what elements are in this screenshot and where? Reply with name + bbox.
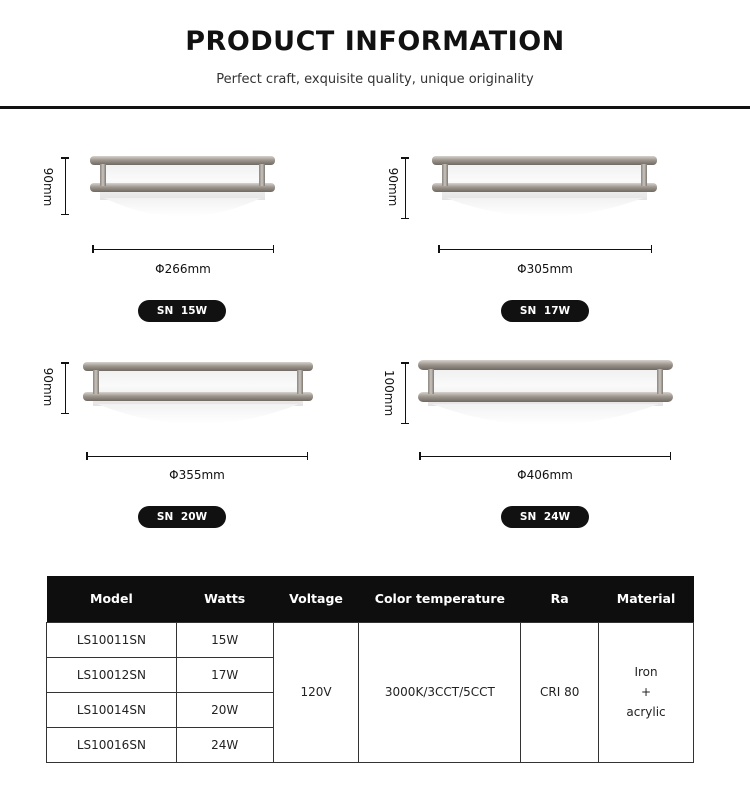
height-label: 90mm bbox=[386, 167, 400, 207]
diameter-dimension-line bbox=[419, 456, 671, 464]
height-dimension-line bbox=[65, 157, 73, 215]
diameter-label: Φ266mm bbox=[155, 262, 211, 276]
height-dimension-line bbox=[405, 157, 413, 219]
diameter-label: Φ305mm bbox=[517, 262, 573, 276]
ceiling-light-image bbox=[432, 150, 657, 230]
product-card-20w bbox=[40, 352, 360, 542]
header-material: Material bbox=[599, 576, 694, 622]
diameter-dimension-line bbox=[438, 249, 652, 257]
cell-color-temperature: 3000K/3CCT/5CCT bbox=[359, 622, 521, 762]
cell-model: LS10012SN bbox=[47, 657, 177, 692]
ceiling-light-image bbox=[418, 354, 673, 440]
product-card-15w bbox=[40, 145, 360, 335]
cell-voltage: 120V bbox=[273, 622, 359, 762]
table-header-row bbox=[47, 576, 694, 622]
cell-watts: 15W bbox=[176, 622, 273, 657]
diameter-label: Φ355mm bbox=[169, 468, 225, 482]
header-model: Model bbox=[47, 576, 177, 622]
model-badge: SN 24W bbox=[501, 506, 589, 528]
cell-watts: 24W bbox=[176, 727, 273, 762]
header-watts: Watts bbox=[176, 576, 273, 622]
model-badge: SN 17W bbox=[501, 300, 589, 322]
cell-watts: 17W bbox=[176, 657, 273, 692]
height-label: 100mm bbox=[382, 369, 396, 417]
height-label: 90mm bbox=[41, 167, 55, 207]
cell-watts: 20W bbox=[176, 692, 273, 727]
diameter-dimension-line bbox=[92, 249, 274, 257]
header-voltage: Voltage bbox=[273, 576, 359, 622]
cell-model: LS10011SN bbox=[47, 622, 177, 657]
cell-model: LS10014SN bbox=[47, 692, 177, 727]
page-subtitle: Perfect craft, exquisite quality, unique originality bbox=[216, 72, 534, 87]
ceiling-light-image bbox=[83, 356, 313, 438]
page-title: PRODUCT INFORMATION bbox=[185, 26, 565, 57]
height-dimension-line bbox=[65, 362, 73, 414]
cell-material bbox=[599, 622, 694, 762]
header-ra: Ra bbox=[521, 576, 599, 622]
product-card-24w bbox=[382, 352, 705, 542]
model-badge: SN 20W bbox=[138, 506, 226, 528]
material-line-1: Iron bbox=[634, 665, 658, 679]
cell-ra: CRI 80 bbox=[521, 622, 599, 762]
specification-table bbox=[46, 576, 694, 763]
ceiling-light-image bbox=[90, 150, 275, 230]
product-card-17w bbox=[385, 145, 705, 335]
height-dimension-line bbox=[405, 362, 413, 424]
material-line-2: + bbox=[641, 685, 652, 699]
material-line-3: acrylic bbox=[626, 705, 666, 719]
diameter-dimension-line bbox=[86, 456, 308, 464]
table-row bbox=[47, 622, 694, 657]
cell-model: LS10016SN bbox=[47, 727, 177, 762]
model-badge: SN 15W bbox=[138, 300, 226, 322]
diameter-label: Φ406mm bbox=[517, 468, 573, 482]
header-color-temperature: Color temperature bbox=[359, 576, 521, 622]
height-label: 90mm bbox=[41, 367, 55, 407]
header-divider bbox=[0, 106, 750, 109]
